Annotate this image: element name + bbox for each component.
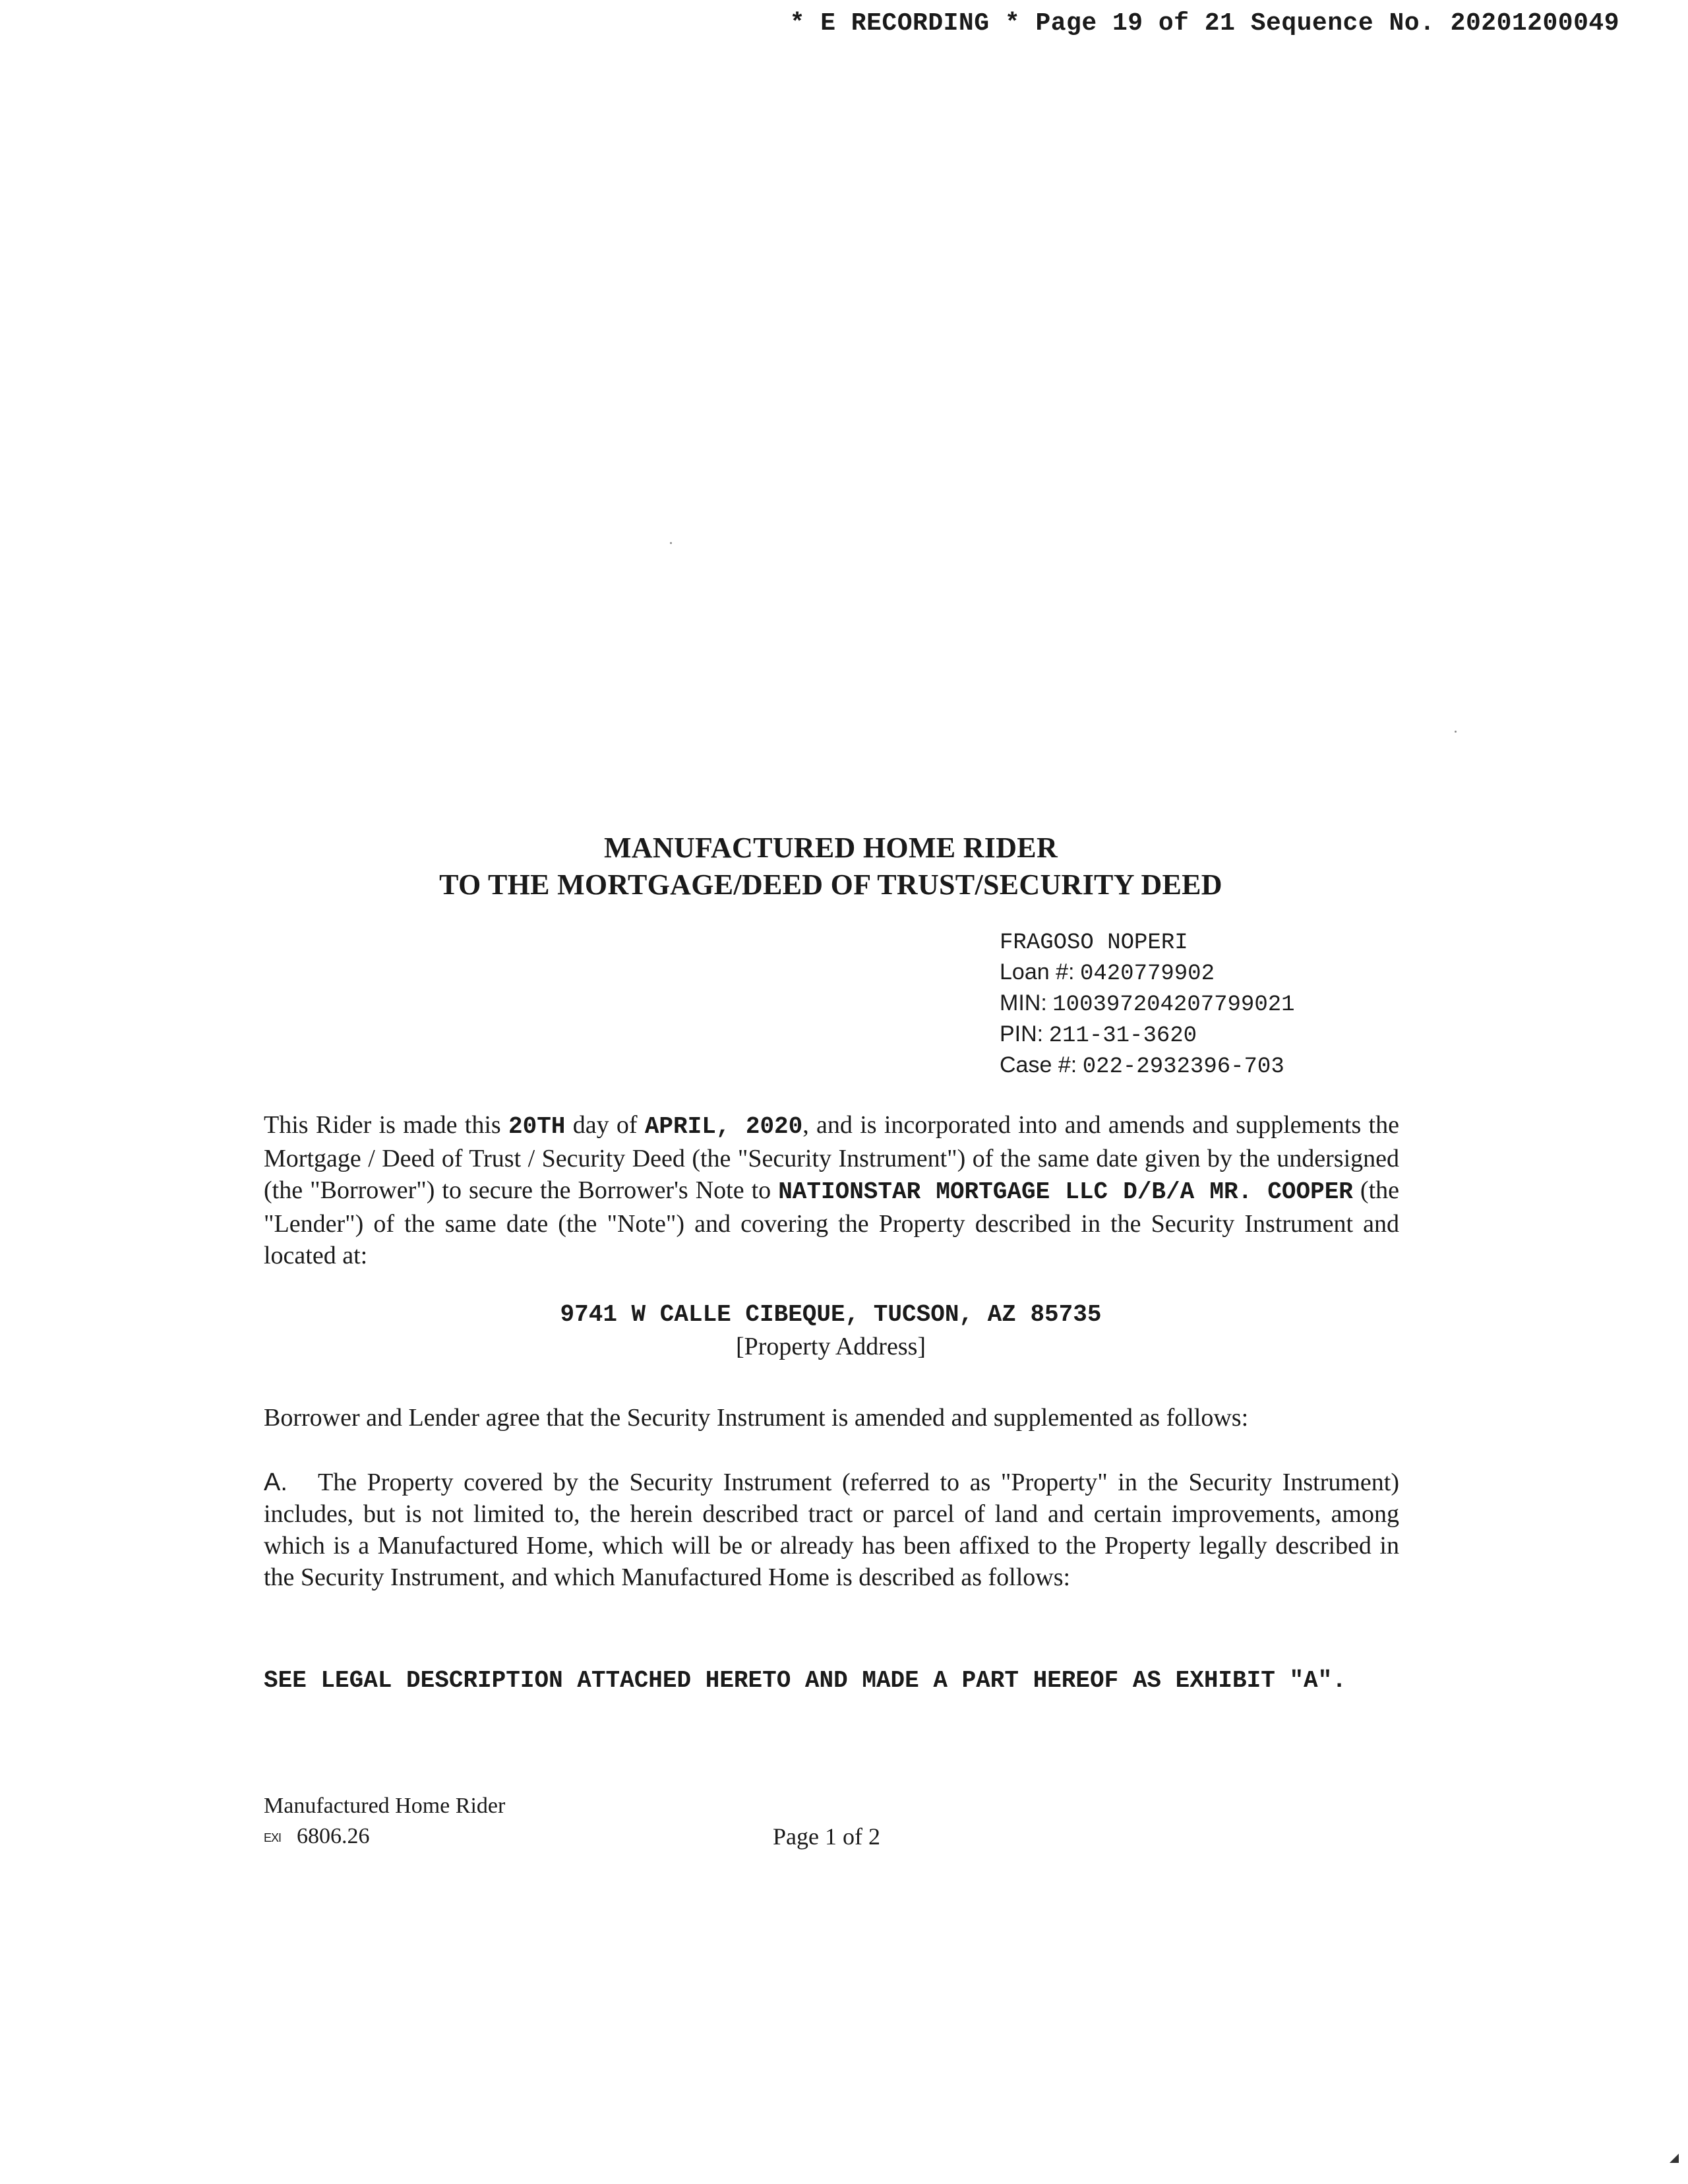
case-value: 022-2932396-703 [1082, 1054, 1284, 1079]
min-value: 100397204207799021 [1052, 992, 1295, 1017]
property-address: 9741 W CALLE CIBEQUE, TUCSON, AZ 85735 [560, 1301, 1102, 1328]
loan-number-label: Loan #: [1000, 959, 1075, 985]
intro-text-2: day of [565, 1111, 645, 1139]
title-line-1: MANUFACTURED HOME RIDER [603, 832, 1058, 864]
section-a-label: A. [264, 1469, 287, 1496]
title-line-2: TO THE MORTGAGE/DEED OF TRUST/SECURITY DEED [439, 868, 1222, 901]
section-a-paragraph [264, 1467, 1399, 1593]
loan-number-row [1000, 957, 1295, 988]
form-title: Manufactured Home Rider [264, 1794, 506, 1818]
property-address-caption: [Property Address] [735, 1333, 926, 1360]
pin-label: PIN: [1000, 1021, 1044, 1046]
scan-corner-mark-icon [1670, 2154, 1679, 2163]
form-footer [264, 1791, 505, 1853]
min-label: MIN: [1000, 990, 1047, 1016]
form-number: 6806.26 [297, 1824, 370, 1848]
loan-info-block [1000, 928, 1295, 1081]
rider-day: 20TH [508, 1113, 566, 1140]
intro-text-4: (the "Lender") of the same date (the "Note") and covering the Property described in the Security Instrument and located at: [264, 1176, 1399, 1269]
scan-speck [670, 542, 672, 544]
pin-value: 211-31-3620 [1048, 1023, 1197, 1048]
min-row [1000, 988, 1295, 1019]
property-address-block [0, 1299, 1662, 1362]
scan-speck [1455, 731, 1457, 733]
agreement-paragraph: Borrower and Lender agree that the Security Instrument is amended and supplemented as follows: [264, 1404, 1249, 1432]
intro-text-1: This Rider is made this [264, 1111, 508, 1139]
page-number: Page 1 of 2 [773, 1823, 880, 1850]
intro-text-3: , and is incorporated into and amends and supplements the Mortgage / Deed of Trust / Security Deed (the "Security Instrument") of the same date given by the undersigned (the "Borrower") to secure the Borrower's Note to [264, 1111, 1399, 1204]
form-number-row [264, 1821, 505, 1853]
legal-description-reference: SEE LEGAL DESCRIPTION ATTACHED HERETO AND MADE A PART HEREOF AS EXHIBIT "A". [264, 1667, 1346, 1694]
borrower-name: FRAGOSO NOPERI [1000, 930, 1188, 956]
case-label: Case #: [1000, 1052, 1077, 1077]
pin-row [1000, 1019, 1295, 1050]
document-title [0, 830, 1662, 903]
loan-number-value: 0420779902 [1079, 961, 1215, 986]
recording-stamp: * E RECORDING * Page 19 of 21 Sequence No. 20201200049 [789, 9, 1619, 38]
rider-month-year: APRIL, 2020 [644, 1113, 803, 1140]
section-a-text: The Property covered by the Security Instrument (referred to as "Property" in the Security Instrument) includes, but is not limited to, the herein described tract or parcel of land and certain improvements, among which is a Manufactured Home, which will be or already has been affixed to the Property legally described in the Security Instrument, and which Manufactured Home is described as follows: [264, 1469, 1399, 1591]
form-code: EXI [264, 1831, 282, 1845]
intro-paragraph [264, 1109, 1399, 1271]
case-row [1000, 1050, 1295, 1081]
lender-name: NATIONSTAR MORTGAGE LLC D/B/A MR. COOPER [778, 1178, 1353, 1205]
